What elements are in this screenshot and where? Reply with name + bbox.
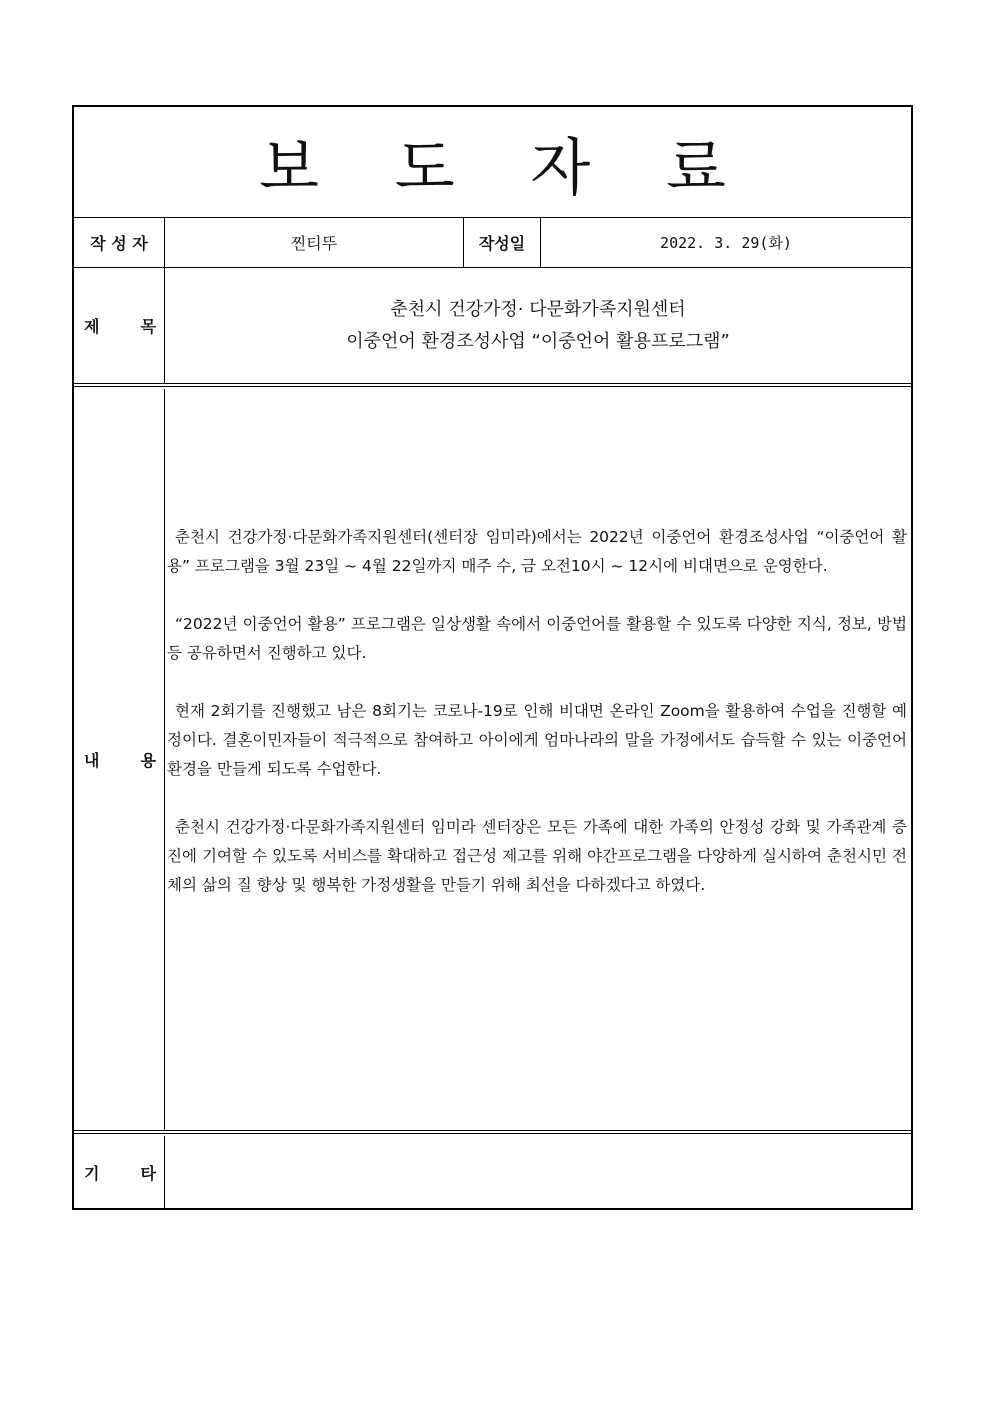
content-body xyxy=(167,523,907,929)
subject-label-char-2: 목 xyxy=(140,317,156,336)
author-label: 작 성 자 xyxy=(74,218,165,267)
subject-line-2: 이중언어 환경조성사업 “이중언어 활용프로그램” xyxy=(346,330,730,352)
subject-line-1: 춘천시 건강가정· 다문화가족지원센터 xyxy=(390,298,686,320)
meta-row xyxy=(74,218,911,268)
paragraph: “2022년 이중언어 활용” 프로그램은 일상생활 속에서 이중언어를 활용할 수 있도록 다양한 지식, 정보, 방법 등 공유하면서 진행하고 있다. xyxy=(167,615,907,662)
content-row xyxy=(74,389,911,1134)
press-release-form xyxy=(72,105,913,1210)
document-title: 보 도 자 료 xyxy=(259,130,754,204)
subject-value xyxy=(165,268,911,383)
date-label: 작성일 xyxy=(464,218,541,267)
content-label-char-2: 용 xyxy=(140,751,156,770)
paragraph: 춘천시 건강가정·다문화가족지원센터(센터장 임미라)에서는 2022년 이중언어 환경조성사업 “이중언어 활용” 프로그램을 3월 23일 ~ 4월 22일까지 매주 수, 금 오전10시 ~ 12시에 비대면으로 운영한다. xyxy=(167,528,907,575)
content-label-char-1: 내 xyxy=(84,751,100,770)
paragraph: 춘천시 건강가정·다문화가족지원센터 임미라 센터장은 모든 가족에 대한 가족의 안정성 강화 및 가족관계 증진에 기여할 수 있도록 서비스를 확대하고 접근성 제고를 위해 야간프로그램을 다양하게 실시하여 춘천시민 전체의 삶의 질 향상 및 행복한 가정생활을 만들기 위해 최선을 다하겠다고 하였다. xyxy=(167,818,907,894)
subject-row xyxy=(74,268,911,387)
etc-label-char-1: 기 xyxy=(84,1163,100,1183)
etc-value xyxy=(165,1136,911,1208)
content-label xyxy=(74,389,165,1130)
paragraph: 현재 2회기를 진행했고 남은 8회기는 코로나-19로 인해 비대면 온라인 Zoom을 활용하여 수업을 진행할 예정이다. 결혼이민자들이 적극적으로 참여하고 아이에게 엄마나라의 말을 가정에서도 습득할 수 있는 이중언어 환경을 만들게 되도록 수업한다. xyxy=(167,702,907,778)
title-row xyxy=(74,107,911,218)
date-value: 2022. 3. 29(화) xyxy=(660,234,792,252)
etc-label xyxy=(74,1136,165,1208)
etc-row xyxy=(74,1136,911,1208)
author-value: 찐티뚜 xyxy=(165,218,464,267)
subject-label-char-1: 제 xyxy=(84,317,100,336)
subject-label xyxy=(74,268,165,383)
etc-label-char-2: 타 xyxy=(140,1163,156,1183)
